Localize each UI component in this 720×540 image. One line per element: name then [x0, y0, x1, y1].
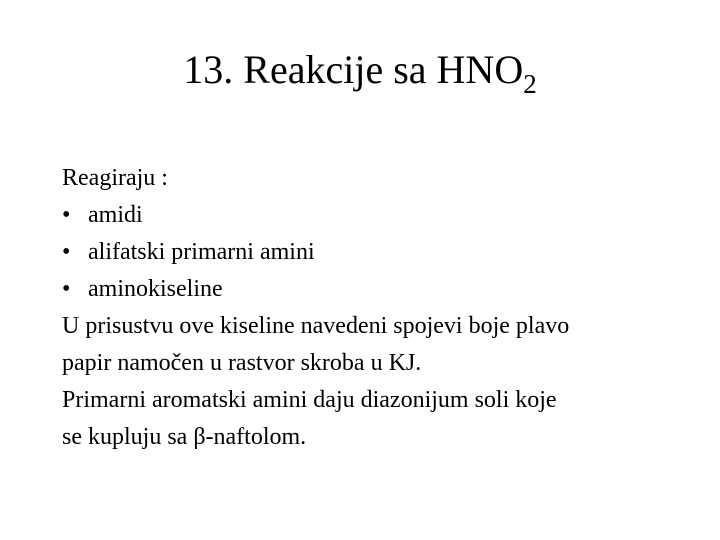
paragraph: [62, 308, 702, 382]
bullet-text: aminokiseline: [88, 276, 223, 302]
paragraph: [62, 382, 702, 456]
bullet-marker: •: [62, 239, 71, 265]
slide-title: [0, 44, 720, 99]
bullet-item: [62, 234, 702, 271]
bullet-text: alifatski primarni amini: [88, 239, 315, 265]
paragraph-line: se kupluju sa β-naftolom.: [62, 424, 307, 450]
title-subscript: 2: [523, 69, 537, 99]
bullet-marker: •: [62, 276, 71, 302]
bullet-marker: •: [62, 202, 71, 228]
paragraph-line: papir namočen u rastvor skroba u KJ.: [62, 350, 422, 376]
intro-text: Reagiraju :: [62, 165, 168, 191]
bullet-item: [62, 271, 702, 308]
bullet-text: amidi: [88, 202, 143, 228]
bullet-item: [62, 197, 702, 234]
slide-body: [62, 160, 702, 456]
paragraph-line: U prisustvu ove kiseline navedeni spojevi boje plavo: [62, 313, 570, 339]
paragraph-line: Primarni aromatski amini daju diazonijum soli koje: [62, 387, 557, 413]
title-text: 13. Reakcije sa HNO: [183, 47, 524, 92]
